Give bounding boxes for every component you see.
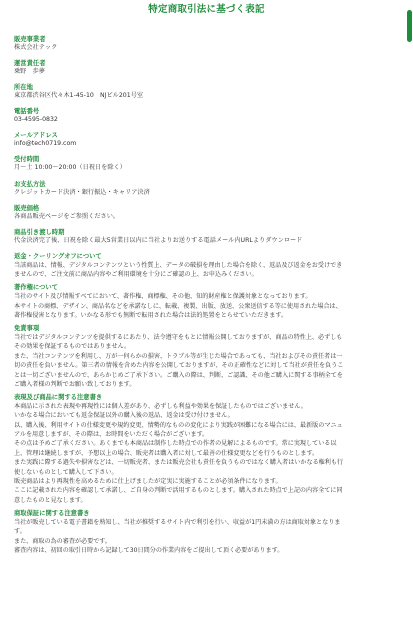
- section-heading: 運営責任者: [14, 60, 46, 68]
- section-line: 当社ではデジタルコンテンツを提供するにあたり、法令遵守をもとに情報公開しておりますが、商品の特性上、必ずしも: [14, 333, 343, 341]
- section-heading: 電話番号: [14, 108, 40, 116]
- content-area: [14, 36, 402, 555]
- section-line: ご購入者様の判断でお願い致しております。: [14, 380, 136, 388]
- section-heading: 著作権について: [14, 284, 58, 292]
- section-value: 月〜土 10:00〜20:00（日祝日を除く）: [14, 164, 126, 172]
- section-seller: [14, 36, 402, 53]
- section-guarantee-notes: [14, 510, 402, 556]
- section-value: 東京都渋谷区代々木1-45-10 NJビル201号室: [14, 92, 144, 100]
- section-manager: [14, 60, 402, 77]
- section-line: す。: [14, 528, 26, 536]
- section-expression-notes: [14, 394, 402, 505]
- section-line: 使しないものとして購入して下さい。: [14, 468, 118, 476]
- section-value: 03-4595-0832: [14, 116, 58, 124]
- section-line: また、当社コンテンツを利用し、万が一何らかの損害、トラブル等が生じた場合であっても、当社およびその責任者は一: [14, 352, 343, 360]
- section-copyright: [14, 284, 402, 320]
- section-line: 著作権侵害となります。いかなる形でも無断で転用された場合は法的処置をとらせていただきます。: [14, 311, 288, 319]
- section-value: 乗野 歩夢: [14, 68, 45, 76]
- section-value: 株式会社テック: [14, 44, 58, 51]
- section-address: [14, 84, 402, 101]
- section-phone: [14, 108, 402, 125]
- section-heading: お支払方法: [14, 180, 46, 188]
- section-heading: 所在地: [14, 84, 33, 92]
- section-price: [14, 205, 402, 222]
- section-heading: 表現及び商品に関する注意書き: [14, 393, 103, 401]
- section-value: info@tech0719.com: [14, 140, 77, 148]
- section-heading: 販売価格: [14, 204, 40, 212]
- section-line: 上、管理は継続しますが、予想以上の場合、販売者は購入者に対して最善の仕様変更などを行うものとします。: [14, 449, 319, 457]
- section-heading: 商品引き渡し時期: [14, 228, 65, 236]
- section-line: ここに記載された内容を確認して承諾し、ご自身の判断で活用するものとします。購入された時点で上記の内容全てに同: [14, 487, 343, 495]
- section-heading: 販売事業者: [14, 36, 46, 43]
- section-heading: 返金・クーリングオフについて: [14, 252, 102, 260]
- section-line: 当社が販売している電子書籍を熟知し、当社が推奨するサイト内で利引を行い、収益が1円未満の方は商取対象となりま: [14, 518, 341, 526]
- section-line: ませんので、ご注文前に商品内容やご利用環境を十分にご確認の上、お申込みください。: [14, 271, 258, 279]
- section-line: 審査内容は、初回の取引日時から記録して30日間分の作業内容をご提出して頂く必要があります。: [14, 547, 284, 554]
- section-hours: [14, 156, 402, 173]
- section-line: また、商取の為の審査が必要です。: [14, 537, 112, 545]
- section-line: その効果を保証するものではありません。: [14, 343, 131, 351]
- section-payment: [14, 181, 402, 198]
- section-heading: 商取保証に関する注意書き: [14, 509, 90, 517]
- section-value: クレジットカード決済・銀行振込・キャリア決済: [14, 188, 150, 196]
- section-line: 以、購入後、利用サイトの仕様変更や規約変更、情勢的なものの変化により実践が困難になる場合には、最新版のマニュ: [14, 421, 343, 429]
- section-line: とは一切ございませんので、あらかじめご了承下さい。ご購入の際は、判断、ご認識、その他ご購入に関する事柄全てを: [14, 371, 343, 379]
- section-delivery: [14, 229, 402, 246]
- section-email: [14, 132, 402, 149]
- section-line: 当該商品は、情報、デジタルコンテンツという性質上、データの破損を理由した場合を除く、返品及び返金をお受けでき: [14, 261, 343, 269]
- section-line: 本サイトの商標、デザイン、商品名などを承諾なしに、転載、複製、出版、放送、公衆送信する等に使用された場合は、: [14, 302, 342, 310]
- section-line: また実践に際する過失や損害などは、一切販売者、または販売会社も責任を負うものではなく購入者はいかなる権利も行: [14, 459, 344, 467]
- page-title: 特定商取引法に基づく表記: [148, 4, 265, 15]
- section-heading: 免責事項: [14, 324, 40, 332]
- section-line: 切の責任を負いません。第三者の情報を含めた内容を公開しておりますが、その正確性などに対して当社が責任を負うこ: [14, 362, 344, 370]
- section-line: アルを用意しますが、その際は、お時間をいただく場合がございます。: [14, 431, 209, 439]
- section-line: その点は予めご了承ください。あくまでも本商品は制作した時点での作者の見解によるものです。常に実現している以: [14, 440, 337, 448]
- section-disclaimer: [14, 325, 402, 389]
- section-line: 販売商品はより再現性を高めるために仕上げましたが定実に実施することが必須条件になります。: [14, 478, 282, 486]
- section-heading: メールアドレス: [14, 132, 58, 140]
- section-line: いかなる場合においても返金保証以外の購入後の返品、返金は受け付けません。: [14, 412, 234, 420]
- section-line: 意したものと見なします。: [14, 496, 87, 504]
- section-heading: 受付時間: [14, 156, 40, 164]
- section-line: 本商品に示された表現や再現性には個人差があり、必ずしも利益や効果を保証したものではございません。: [14, 402, 307, 410]
- section-value: 代金決済完了後、日祝を除く最大5営業日以内に当社よりお送りする電話メール内URLよりダウンロード: [14, 236, 303, 244]
- scrollbar-thumb[interactable]: [407, 10, 412, 42]
- section-value: 各商品販売ページをご参照ください。: [14, 212, 120, 220]
- section-line: 当社のサイト及び情報すべてにおいて、著作権、商標権、その他、知的財産権と保護対象となっております。: [14, 293, 312, 301]
- section-refund: [14, 253, 402, 280]
